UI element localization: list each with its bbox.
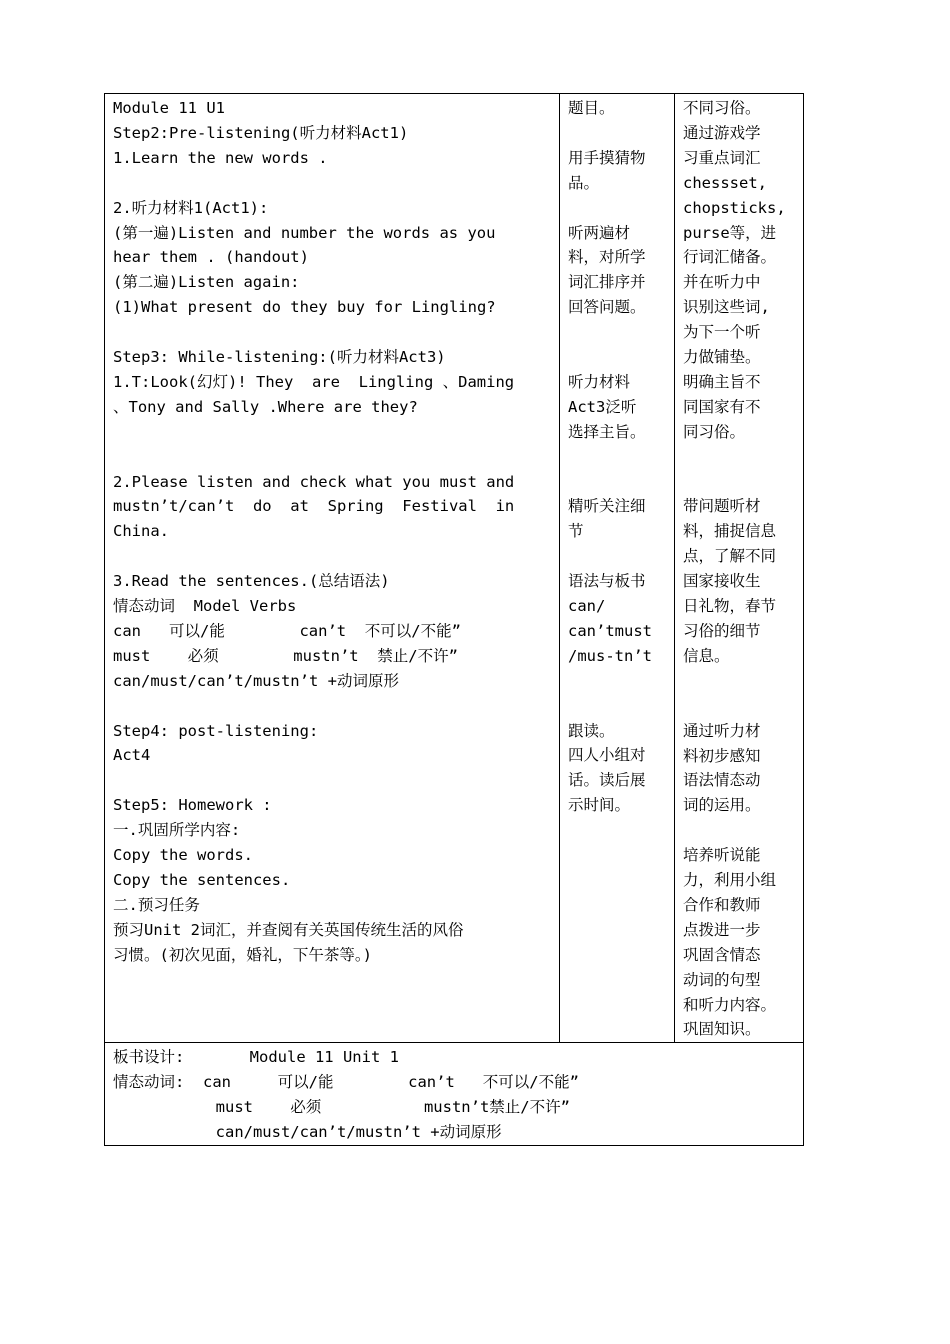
design-purpose-line: 同习俗。: [683, 422, 746, 441]
teaching-process-line: must 必须 mustn’t 禁止/不许”: [113, 646, 458, 665]
lesson-plan-table: [104, 93, 804, 1146]
student-activity-line: 精听关注细: [568, 497, 646, 516]
teaching-process-line: (第二遍)Listen again:: [113, 273, 300, 292]
teaching-process-line: 习惯。(初次见面，婚礼，下午茶等。): [113, 945, 372, 964]
student-activity-line: [568, 320, 666, 345]
board-design-cell: [105, 1043, 804, 1146]
design-purpose-line: 料初步感知: [683, 746, 761, 765]
design-purpose-line: chopsticks,: [683, 198, 786, 217]
design-purpose-line: 识别这些词,: [683, 298, 770, 317]
teaching-process-line: 、Tony and Sally .Where are they?: [113, 397, 418, 416]
design-purpose-line: [683, 470, 795, 495]
teaching-process-line: 2.Please listen and check what you must and: [113, 472, 515, 491]
teaching-process-line: (1)What present do they buy for Lingling?: [113, 298, 496, 317]
design-purpose-line: 和听力内容。: [683, 995, 777, 1014]
board-design-text: [113, 1045, 795, 1145]
design-purpose-line: 习俗的细节: [683, 622, 761, 640]
design-purpose-line: 明确主旨不: [683, 372, 761, 391]
student-activity-line: 四人小组对: [568, 746, 646, 765]
teaching-process-line: [113, 544, 551, 569]
teaching-process-line: 情态动词 Model Verbs: [113, 597, 297, 616]
student-activity-line: 料，对所学: [568, 248, 646, 267]
board-design-line: 板书设计: Module 11 Unit 1: [113, 1048, 399, 1067]
student-activity-line: 用手摸猜物: [568, 148, 646, 167]
teaching-process-line: Module 11 U1: [113, 99, 225, 117]
student-activity-line: [568, 470, 666, 495]
board-design-line: 情态动词: can 可以/能 can’t 不可以/不能”: [113, 1073, 579, 1092]
design-purpose-line: 力做铺垫。: [683, 348, 761, 367]
design-purpose-line: 力，利用小组: [683, 871, 777, 890]
design-purpose-line: 动词的句型: [683, 970, 761, 989]
student-activity-cell: [560, 94, 675, 1043]
teaching-process-text: [113, 96, 551, 968]
student-activity-line: 跟读。: [568, 721, 615, 740]
student-activity-line: 回答问题。: [568, 298, 646, 317]
student-activity-line: can’tmust: [568, 621, 652, 640]
teaching-process-line: Step5: Homework :: [113, 796, 272, 815]
design-purpose-line: 巩固知识。: [683, 1020, 761, 1039]
teaching-process-line: can/must/can’t/mustn’t +动词原形: [113, 671, 399, 690]
student-activity-line: [568, 345, 666, 370]
design-purpose-line: [683, 445, 795, 470]
student-activity-line: can/: [568, 597, 606, 616]
student-activity-line: [568, 196, 666, 221]
teaching-process-line: China.: [113, 522, 169, 541]
student-activity-line: [568, 445, 666, 470]
design-purpose-line: 国家接收生: [683, 572, 761, 591]
teaching-process-cell: [105, 94, 560, 1043]
design-purpose-line: 同国家有不: [683, 397, 761, 416]
student-activity-line: 题目。: [568, 99, 615, 117]
lesson-steps-row: [105, 94, 804, 1043]
design-purpose-line: [683, 818, 795, 843]
student-activity-line: /mus-tn’t: [568, 646, 652, 665]
student-activity-line: 话。读后展: [568, 771, 646, 790]
teaching-process-line: 1.T:Look(幻灯)! They are Lingling 、Daming: [113, 372, 515, 391]
student-activity-line: 语法与板书: [568, 572, 646, 591]
design-purpose-line: [683, 694, 795, 719]
design-purpose-line: 习重点词汇: [683, 148, 761, 167]
design-purpose-line: 信息。: [683, 646, 730, 665]
teaching-process-line: 1.Learn the new words .: [113, 148, 328, 167]
design-purpose-line: 不同习俗。: [683, 99, 761, 117]
teaching-process-line: 二.预习任务: [113, 895, 200, 914]
student-activity-line: 词汇排序并: [568, 273, 646, 292]
student-activity-line: 示时间。: [568, 796, 631, 815]
teaching-process-line: Act4: [113, 746, 151, 765]
design-purpose-line: 通过游戏学: [683, 123, 761, 142]
teaching-process-line: [113, 694, 551, 719]
design-purpose-text: [683, 96, 795, 1042]
student-activity-line: [568, 694, 666, 719]
design-purpose-line: 点，了解不同: [683, 547, 777, 566]
design-purpose-line: 带问题听材: [683, 497, 761, 516]
teaching-process-line: 预习Unit 2词汇，并查阅有关英国传统生活的风俗: [113, 920, 464, 939]
student-activity-line: 听力材料: [568, 372, 631, 391]
board-design-line: can/must/can’t/mustn’t +动词原形: [113, 1123, 502, 1142]
student-activity-line: Act3泛听: [568, 397, 637, 416]
teaching-process-line: Step2:Pre-listening(听力材料Act1): [113, 123, 409, 142]
student-activity-line: [568, 121, 666, 146]
design-purpose-line: chessset,: [683, 173, 767, 192]
teaching-process-line: mustn’t/can’t do at Spring Festival in: [113, 497, 515, 516]
teaching-process-line: [113, 768, 551, 793]
student-activity-line: 品。: [568, 173, 600, 192]
teaching-process-line: Copy the sentences.: [113, 870, 291, 889]
design-purpose-line: 为下一个听: [683, 323, 761, 342]
teaching-process-line: 2.听力材料1(Act1):: [113, 198, 269, 217]
teaching-process-line: [113, 320, 551, 345]
teaching-process-line: [113, 445, 551, 470]
teaching-process-line: Step3: While-listening:(听力材料Act3): [113, 348, 446, 367]
design-purpose-cell: [675, 94, 804, 1043]
student-activity-line: 节: [568, 522, 584, 541]
design-purpose-line: 通过听力材: [683, 721, 761, 740]
board-design-row: [105, 1043, 804, 1146]
design-purpose-line: 并在听力中: [683, 273, 761, 292]
student-activity-line: [568, 669, 666, 694]
board-design-line: must 必须 mustn’t禁止/不许”: [113, 1098, 570, 1117]
design-purpose-line: purse等，进: [683, 223, 777, 242]
teaching-process-line: 3.Read the sentences.(总结语法): [113, 572, 390, 591]
design-purpose-line: 合作和教师: [683, 895, 761, 914]
design-purpose-line: 行词汇储备。: [683, 248, 777, 267]
student-activity-line: 选择主旨。: [568, 422, 646, 441]
design-purpose-line: 语法情态动: [683, 771, 761, 790]
teaching-process-line: [113, 171, 551, 196]
design-purpose-line: 点拨进一步: [683, 920, 761, 939]
design-purpose-line: 日礼物，春节: [683, 597, 777, 616]
design-purpose-line: 培养听说能: [683, 846, 761, 865]
student-activity-text: [568, 96, 666, 818]
student-activity-line: [568, 544, 666, 569]
teaching-process-line: 一.巩固所学内容:: [113, 821, 241, 840]
teaching-process-line: Step4: post-listening:: [113, 721, 319, 740]
student-activity-line: 听两遍材: [568, 223, 631, 242]
teaching-process-line: (第一遍)Listen and number the words as you: [113, 223, 496, 242]
design-purpose-line: 词的运用。: [683, 796, 761, 815]
design-purpose-line: 料，捕捉信息: [683, 522, 777, 541]
design-purpose-line: 巩固含情态: [683, 945, 761, 964]
teaching-process-line: can 可以/能 can’t 不可以/不能”: [113, 621, 461, 640]
teaching-process-line: hear them . (handout): [113, 248, 309, 267]
design-purpose-line: [683, 669, 795, 694]
teaching-process-line: [113, 420, 551, 445]
teaching-process-line: Copy the words.: [113, 846, 253, 865]
